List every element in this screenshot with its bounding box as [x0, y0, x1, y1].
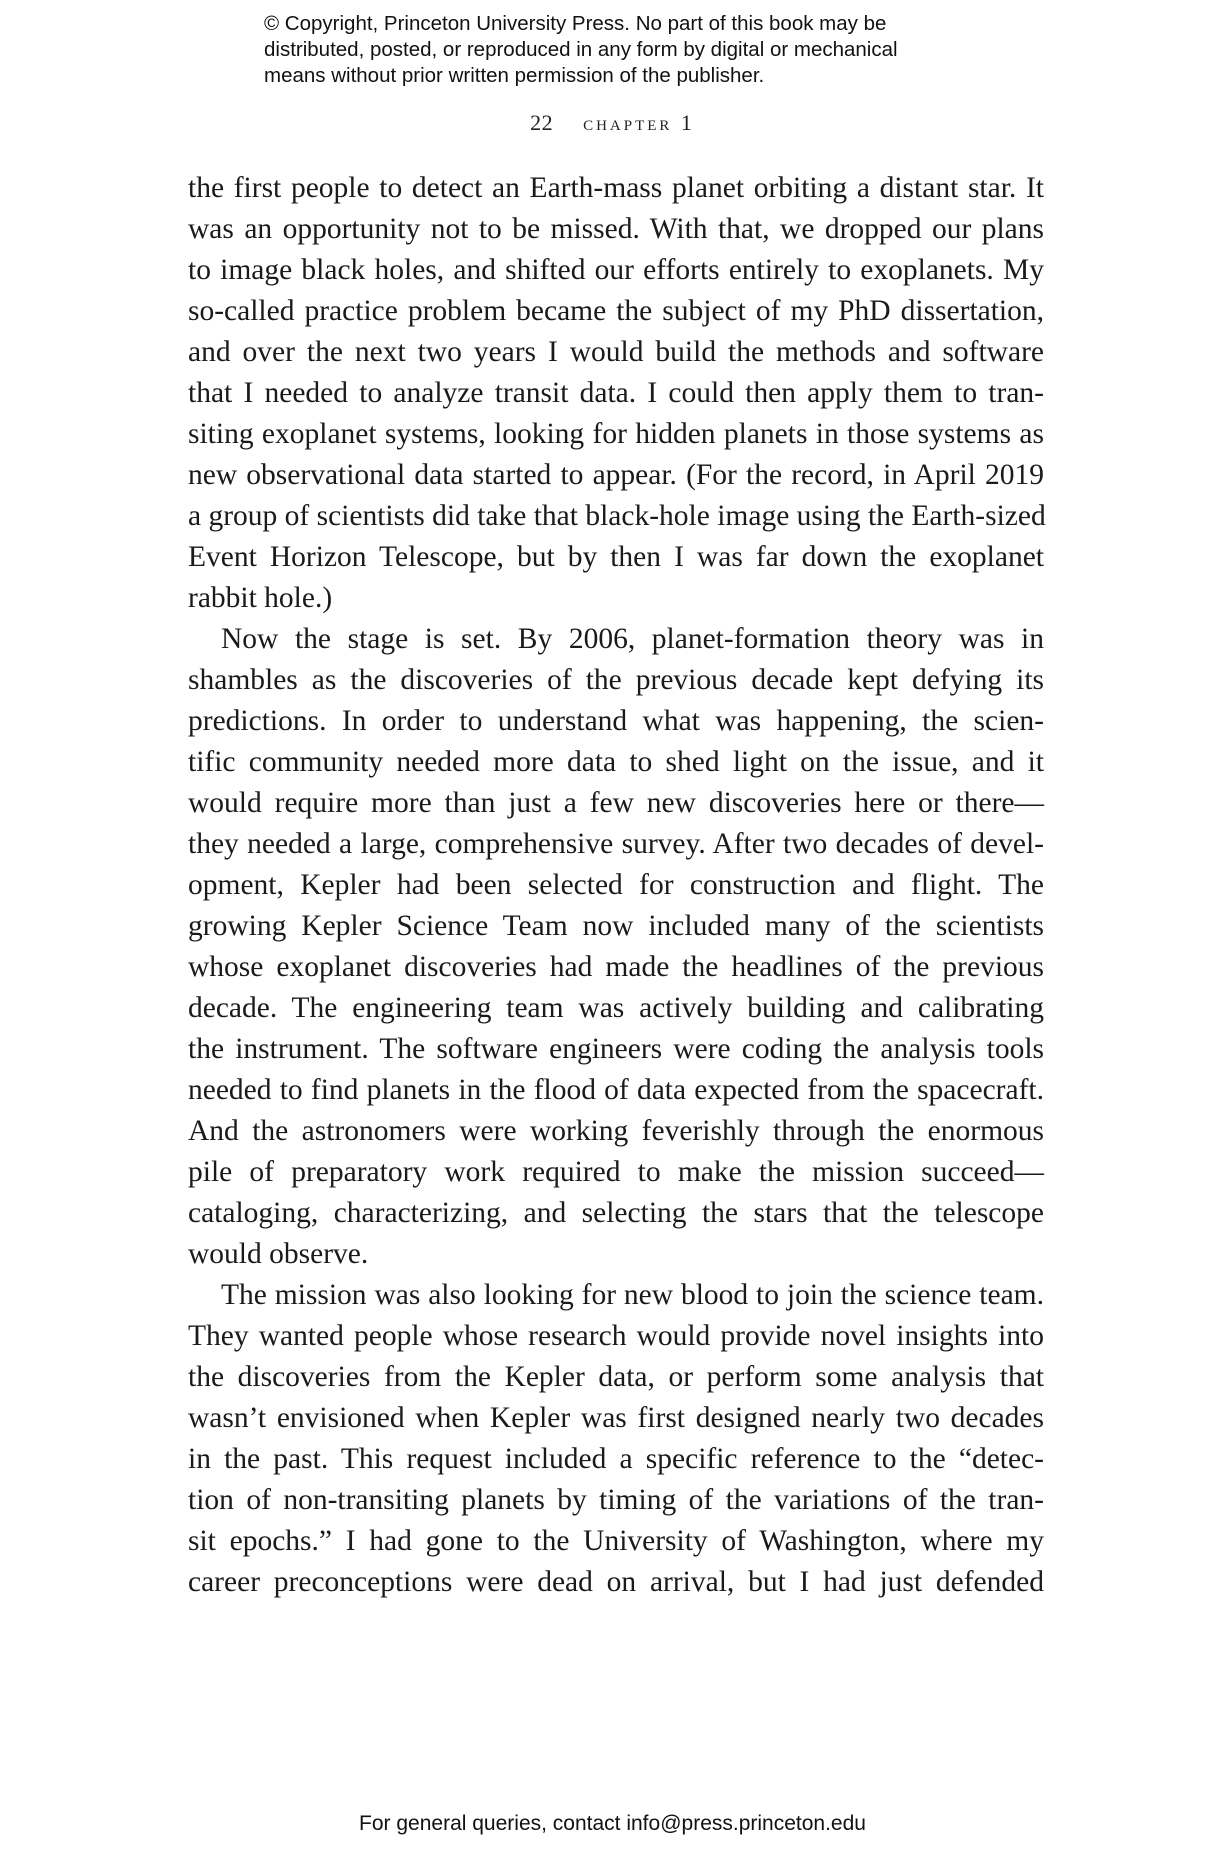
page-number: 22: [530, 110, 554, 135]
copyright-line: means without prior written permission of the publisher.: [264, 64, 765, 87]
text-line: in the past. This request included a specific reference to the “detec-: [188, 1443, 1044, 1475]
text-line: to image black holes, and shifted our efforts entirely to exoplanets. My: [188, 254, 1044, 286]
text-line: and over the next two years I would build the methods and software: [188, 336, 1044, 368]
text-line: the first people to detect an Earth-mass planet orbiting a distant star. It: [188, 172, 1044, 204]
chapter-label: chapter 1: [583, 110, 695, 135]
text-line: a group of scientists did take that black-hole image using the Earth-sized: [188, 500, 1046, 532]
text-line: The mission was also looking for new blood to join the science team.: [221, 1279, 1044, 1311]
text-line: new observational data started to appear. (For the record, in April 2019: [188, 459, 1044, 491]
text-line: wasn’t envisioned when Kepler was first designed nearly two decades: [188, 1402, 1044, 1434]
text-line: opment, Kepler had been selected for construction and flight. The: [188, 869, 1044, 901]
text-line: cataloging, characterizing, and selecting the stars that the telescope: [188, 1197, 1044, 1229]
text-line: career preconceptions were dead on arrival, but I had just defended: [188, 1566, 1044, 1598]
text-line: Now the stage is set. By 2006, planet-formation theory was in: [221, 623, 1044, 655]
copyright-line: distributed, posted, or reproduced in any form by digital or mechanical: [264, 38, 898, 61]
text-line: siting exoplanet systems, looking for hidden planets in those systems as: [188, 418, 1044, 450]
text-line: growing Kepler Science Team now included many of the scientists: [188, 910, 1044, 942]
text-line: would require more than just a few new discoveries here or there—: [188, 787, 1044, 819]
text-line: sit epochs.” I had gone to the University of Washington, where my: [188, 1525, 1044, 1557]
copyright-line: © Copyright, Princeton University Press. No part of this book may be: [264, 12, 887, 35]
text-line: the instrument. The software engineers were coding the analysis tools: [188, 1033, 1044, 1065]
footer-contact: For general queries, contact info@press.princeton.edu: [359, 1812, 866, 1835]
text-line: that I needed to analyze transit data. I could then apply them to tran-: [188, 377, 1044, 409]
text-line: pile of preparatory work required to make the mission succeed—: [188, 1156, 1044, 1188]
text-line: the discoveries from the Kepler data, or perform some analysis that: [188, 1361, 1044, 1393]
text-line: And the astronomers were working feverishly through the enormous: [188, 1115, 1044, 1147]
body-text: [188, 168, 1044, 1603]
text-line: tific community needed more data to shed light on the issue, and it: [188, 746, 1044, 778]
text-line: Event Horizon Telescope, but by then I was far down the exoplanet: [188, 541, 1044, 573]
text-line: would observe.: [188, 1238, 369, 1270]
text-line: tion of non-transiting planets by timing of the variations of the tran-: [188, 1484, 1044, 1516]
text-line: predictions. In order to understand what was happening, the scien-: [188, 705, 1044, 737]
text-line: so-called practice problem became the subject of my PhD dissertation,: [188, 295, 1044, 327]
copyright-notice: [264, 11, 1024, 89]
text-line: decade. The engineering team was actively building and calibrating: [188, 992, 1044, 1024]
text-line: shambles as the discoveries of the previous decade kept defying its: [188, 664, 1044, 696]
text-line: needed to find planets in the flood of data expected from the spacecraft.: [188, 1074, 1044, 1106]
text-line: They wanted people whose research would provide novel insights into: [188, 1320, 1044, 1352]
text-line: whose exoplanet discoveries had made the headlines of the previous: [188, 951, 1044, 983]
running-head: [0, 110, 1225, 136]
text-line: was an opportunity not to be missed. With that, we dropped our plans: [188, 213, 1044, 245]
text-line: they needed a large, comprehensive survey. After two decades of devel-: [188, 828, 1044, 860]
text-line: rabbit hole.): [188, 582, 333, 614]
